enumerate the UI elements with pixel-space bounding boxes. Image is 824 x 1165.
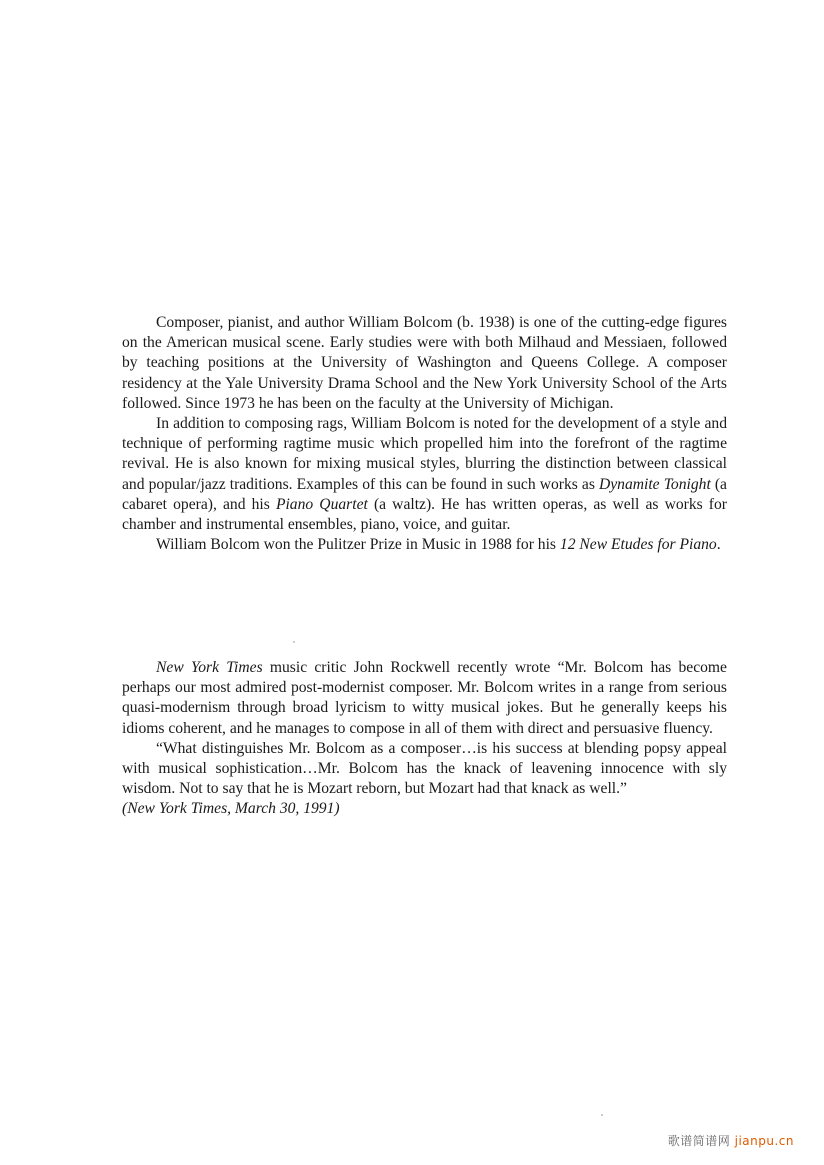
watermark-domain: jianpu.cn	[734, 1134, 794, 1148]
bio-p3-text-2: .	[716, 536, 721, 554]
bio-p2-text-3: (a waltz). He has written operas, as well as works for chamber and instrumental ensembles, piano, voice, and guitar.	[122, 495, 727, 534]
biography-section	[122, 313, 727, 555]
scan-speck	[601, 1114, 603, 1116]
work-title-dynamite-tonight: Dynamite Tonight	[598, 475, 711, 493]
publication-name: New York Times	[156, 659, 263, 676]
biography-paragraph-1	[122, 313, 727, 414]
biography-paragraph-3	[122, 535, 727, 555]
watermark-site-name: 歌谱简谱网	[667, 1134, 731, 1148]
review-paragraph-2	[122, 739, 727, 800]
bio-p3-text-1: William Bolcom won the Pulitzer Prize in Music in 1988 for his	[156, 536, 560, 554]
review-p1-text: music critic John Rockwell recently wrote “Mr. Bolcom has become perhaps our most admired post-modernist composer. Mr. Bolcom writes in a range from serious quasi-modernism through broad lyricism to witty musical jokes. But he generally keeps his idioms coherent, and he manages to compose in all of them with direct and persuasive fluency.	[122, 659, 727, 737]
scan-speck	[293, 641, 295, 643]
work-title-12-new-etudes: 12 New Etudes for Piano	[559, 536, 717, 554]
review-p2-text: “What distinguishes Mr. Bolcom as a composer…is his success at blending popsy appeal with musical sophistication…Mr. Bolcom has the knack of leavening innocence with sly wisdom. Not to say that he is Mozart reborn, but Mozart had that knack as well.”	[122, 739, 727, 798]
review-section	[122, 658, 727, 820]
bio-p1-text: Composer, pianist, and author William Bolcom (b. 1938) is one of the cutting-edge figures on the American musical scene. Early studies were with both Milhaud and Messiaen, followed by teaching positions at the University of Washington and Queens College. A composer residency at the Yale University Drama School and the New York University School of the Arts followed. Since 1973 he has been on the faculty at the University of Michigan.	[122, 314, 727, 412]
review-citation: (New York Times, March 30, 1991)	[122, 800, 340, 818]
bio-p2-text-1: In addition to composing rags, William Bolcom is noted for the development of a style and technique of performing ragtime music which propelled him into the forefront of the ragtime revival. He is also known for mixing musical styles, blurring the distinction between classical and popular/jazz traditions. Examples of this can be found in such works as	[122, 415, 727, 493]
bio-p2-text-2: (a cabaret opera), and his	[122, 475, 727, 513]
work-title-piano-quartet: Piano Quartet	[275, 495, 368, 513]
biography-paragraph-2	[122, 414, 727, 535]
site-watermark	[668, 1132, 794, 1149]
review-paragraph-1	[122, 658, 727, 739]
